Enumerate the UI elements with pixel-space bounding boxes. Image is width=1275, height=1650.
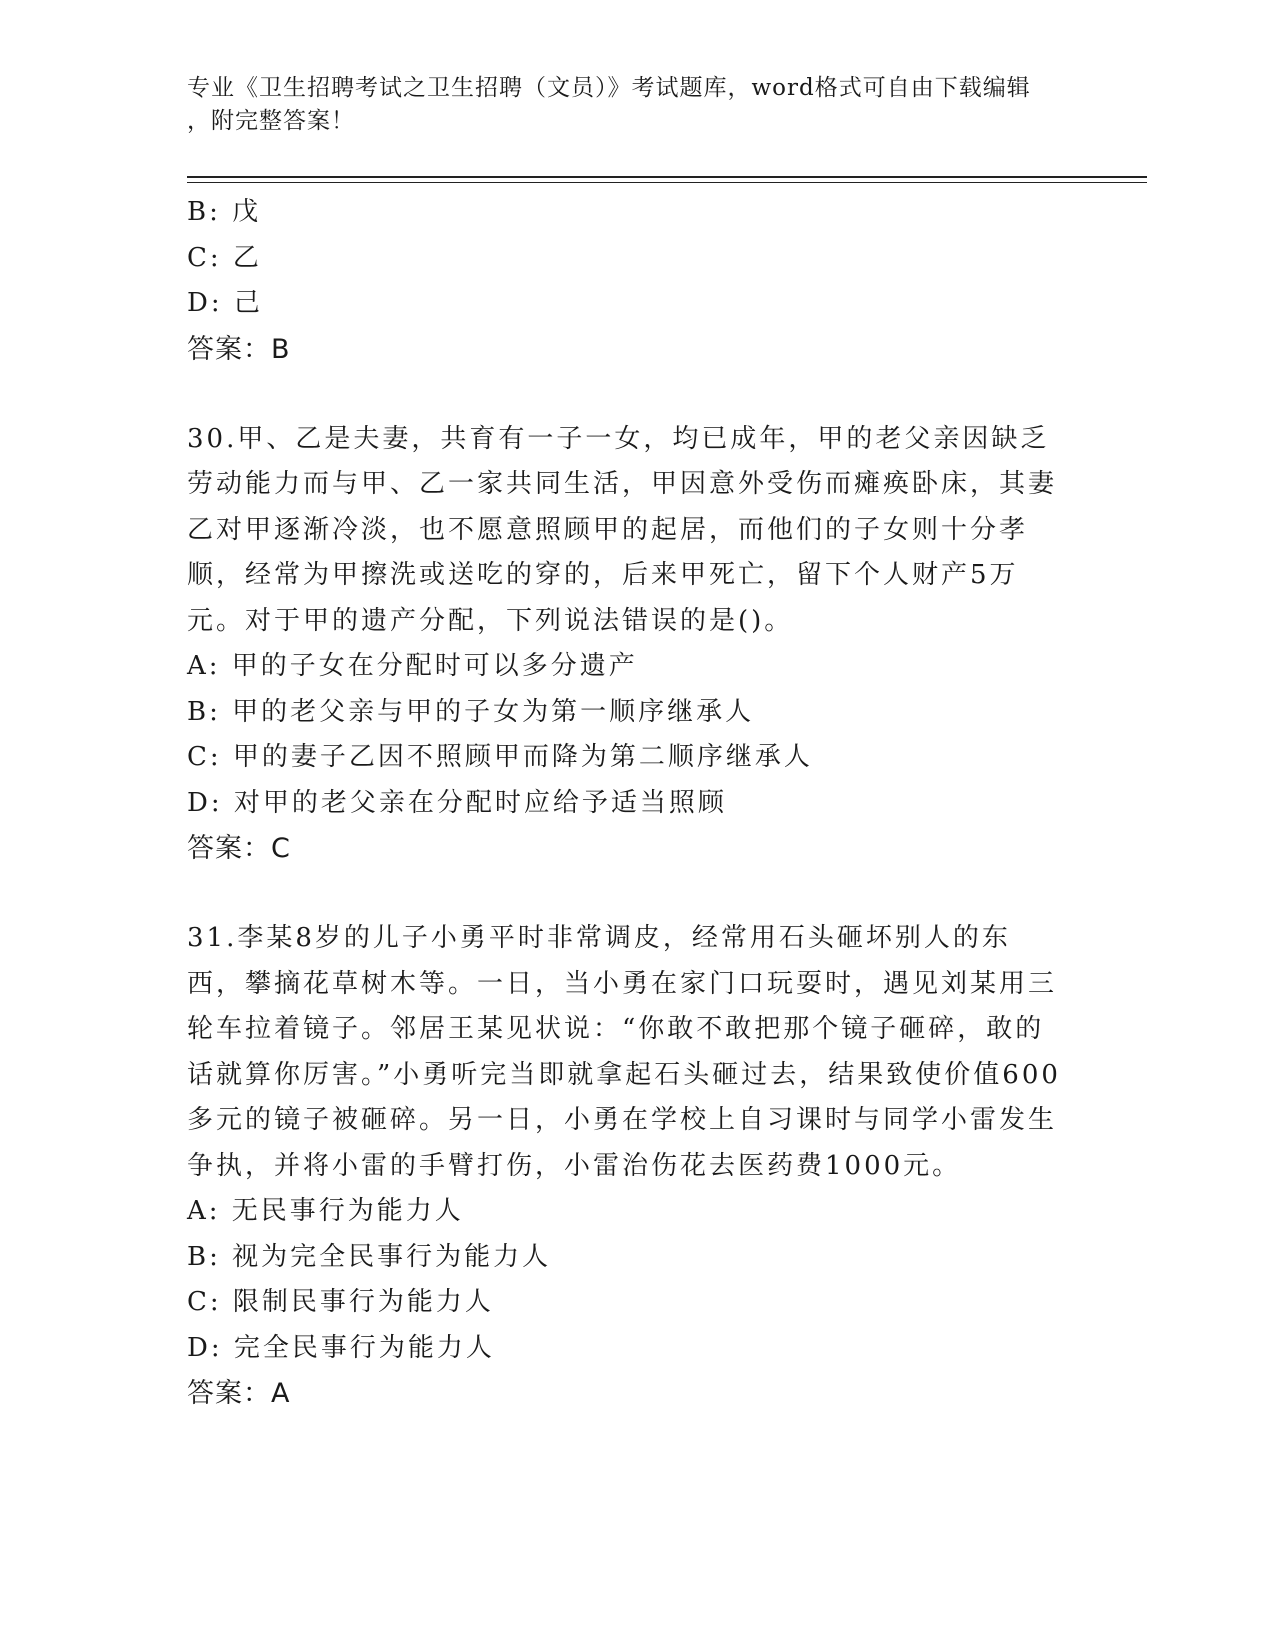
spacer [187,872,1087,916]
document-body [187,190,1087,1417]
option-c: C: 限制民事行为能力人 [187,1287,494,1317]
question-29-continued [187,190,1087,373]
question-31 [187,916,1087,1417]
option-d: D: 己 [187,288,263,318]
option-b: B: 戊 [187,197,262,227]
spacer [187,373,1087,417]
answer-line: 答案：B [187,333,291,365]
answer-line: 答案：C [187,833,291,864]
option-d: D: 对甲的老父亲在分配时应给予适当照顾 [187,787,727,818]
option-c: C: 乙 [187,242,262,273]
document-header [187,72,1087,138]
header-line-1: 专业《卫生招聘考试之卫生招聘（文员）》考试题库，word格式可自由下载编辑 [187,75,1031,101]
question-stem: 30.甲、乙是夫妻，共育有一子一女，均已成年，甲的老父亲因缺乏劳动能力而与甲、乙一家共同生活，甲因意外受伤而瘫痪卧床，其妻乙对甲逐渐冷淡，也不愿意照顾甲的起居，而他们的子女则十分孝顺，经常为甲擦洗或送吃的穿的，后来甲死亡，留下个人财产5万元。对于甲的遗产分配，下列说法错误的是()。 [187,423,1058,636]
question-30 [187,417,1087,873]
option-c: C: 甲的妻子乙因不照顾甲而降为第二顺序继承人 [187,742,813,772]
option-d: D: 完全民事行为能力人 [187,1332,495,1363]
option-a: A: 甲的子女在分配时可以多分遗产 [187,651,638,681]
answer-line: 答案：A [187,1378,291,1409]
option-b: B: 甲的老父亲与甲的子女为第一顺序继承人 [187,696,755,727]
header-divider-thick [187,176,1147,178]
option-a: A: 无民事行为能力人 [187,1196,464,1226]
question-stem: 31.李某8岁的儿子小勇平时非常调皮，经常用石头砸坏别人的东西，攀摘花草树木等。一日，当小勇在家门口玩耍时，遇见刘某用三轮车拉着镜子。邻居王某见状说：“你敢不敢把那个镜子砸碎，敢的话就算你厉害。”小勇听完当即就拿起石头砸过去，结果致使价值600多元的镜子被砸碎。另一日，小勇在学校上自习课时与同学小雷发生争执，并将小雷的手臂打伤，小雷治伤花去医药费1000元。 [187,923,1061,1181]
header-divider-thin [187,182,1147,183]
option-b: B: 视为完全民事行为能力人 [187,1241,552,1272]
header-line-2: ，附完整答案！ [187,108,355,134]
